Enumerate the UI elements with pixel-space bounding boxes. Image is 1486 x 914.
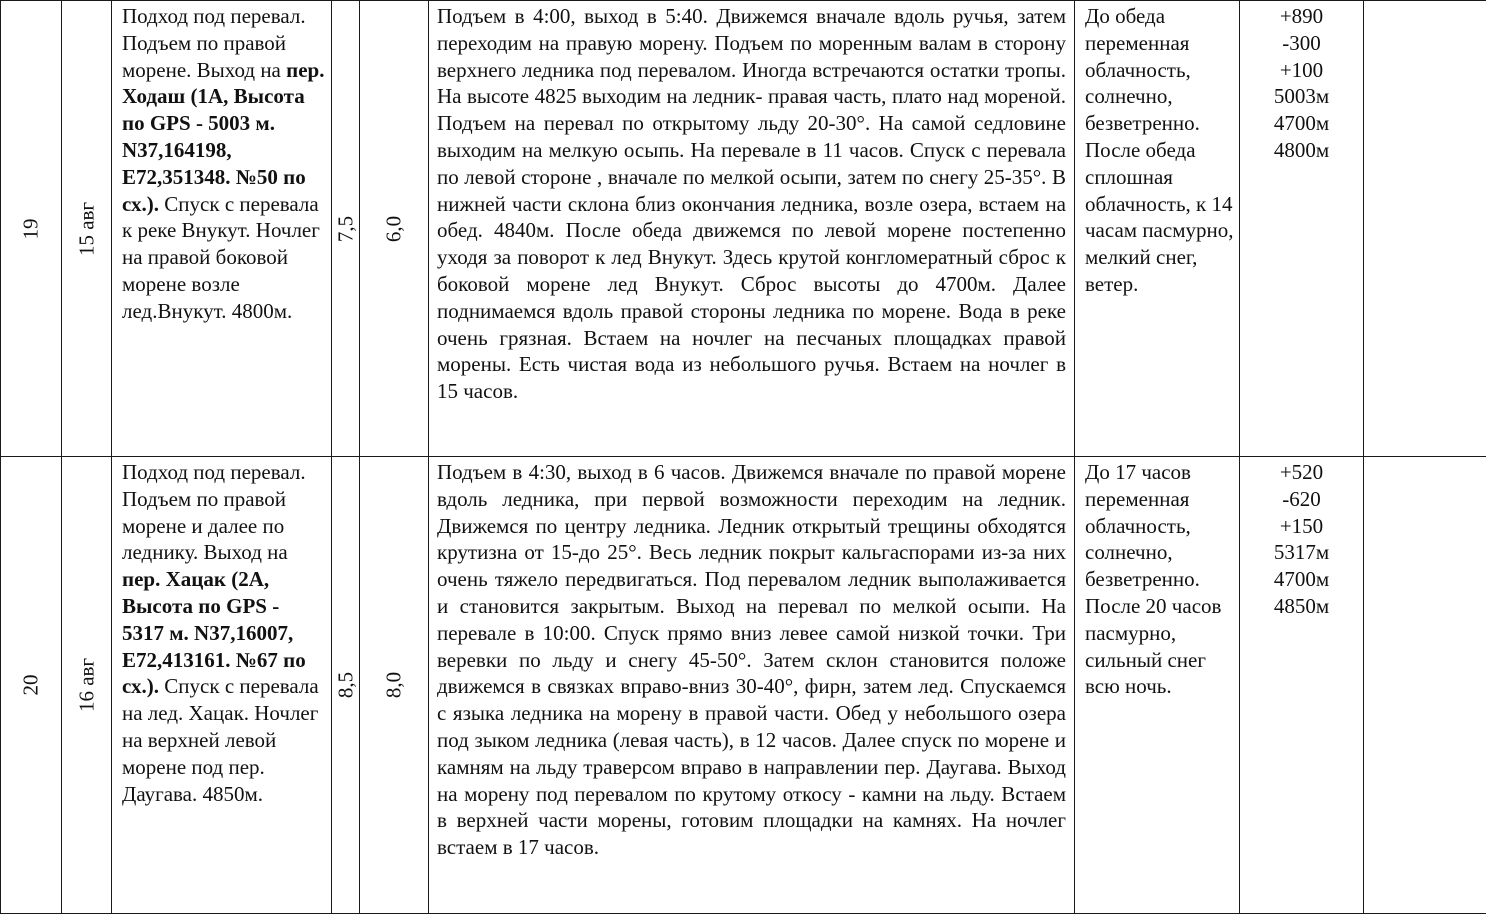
- description-text: Подъем в 4:30, выход в 6 часов. Движемся вначале по правой морене вдоль ледника, при первой возможности переходим на ледник. Движемся по центру ледника. Ледник открытый трещины обходятся крутизна от 15-до 25°. Весь ледник покрыт кальгаспорами из-за них очень тяжело передвигаться. Под перевалом ледник выполаживается и становится закрытым. Выход на перевал по мелкой осыпи. На перевале в 10:00. Спуск прямо вниз левее самой низкой точки. Три веревки по льду и снегу 45-50°. Затем склон становится положе движемся в связках вправо-вниз 30-40°, фирн, затем лед. Спускаемся с языка ледника на морену в правой части. Обед у небольшого озера под зыком ледника (левая часть), в 12 часов. Далее спуск по морене и камням на льду траверсом вправо в направлении пер. Даугава. Выход на морену под перевалом по крутому откосу - камни на льду. Встаем в верхней части морены, готовим площадки на камнях. На ночлег встаем в 17 часов.: [429, 457, 1074, 861]
- altitude-value: 4800м: [1240, 137, 1363, 164]
- table-row: [1, 457, 1486, 914]
- moving-time: 6,0: [382, 215, 407, 241]
- total-time-cell: [332, 1, 360, 457]
- altitude-value: 4850м: [1240, 593, 1363, 620]
- altitude-value: 4700м: [1240, 566, 1363, 593]
- altitude-value: 5003м: [1240, 83, 1363, 110]
- route-cell: [112, 1, 332, 457]
- route-text: [112, 457, 331, 807]
- altitude-value: 4700м: [1240, 110, 1363, 137]
- total-time: 8,5: [333, 672, 358, 698]
- empty-cell: [1364, 1, 1486, 457]
- route-text: [112, 1, 331, 325]
- weather-text: До обеда переменная облачность, солнечно, безветренно. После обеда сплошная облачность, к 14 часам пасмурно, мелкий снег, ветер.: [1075, 1, 1239, 298]
- altitude-gain: +890: [1240, 3, 1363, 30]
- altitude-gain: +100: [1240, 57, 1363, 84]
- total-time: 7,5: [333, 215, 358, 241]
- weather-cell: [1075, 1, 1240, 457]
- route-text-part: Спуск с перевала к реке Внукут. Ночлег на правой боковой морене возле лед.Внукут. 4800м.: [122, 192, 320, 323]
- altitude-gain: +520: [1240, 459, 1363, 486]
- weather-cell: [1075, 457, 1240, 914]
- weather-text: До 17 часов переменная облачность, солнечно, безветренно. После 20 часов пасмурно, сильный снег всю ночь.: [1075, 457, 1239, 700]
- date-cell: [62, 457, 112, 914]
- altitude-cell: [1240, 1, 1364, 457]
- day-number-cell: [1, 1, 62, 457]
- day-number: 20: [19, 675, 44, 696]
- empty-cell: [1364, 457, 1486, 914]
- description-cell: [429, 1, 1075, 457]
- route-text-part: Спуск с перевала на лед. Хацак. Ночлег на верхней левой морене под пер. Даугава. 4850м.: [122, 674, 319, 805]
- date: 16 авг: [74, 658, 99, 712]
- day-number-cell: [1, 457, 62, 914]
- altitude-cell: [1240, 457, 1364, 914]
- date-cell: [62, 1, 112, 457]
- description-cell: [429, 457, 1075, 914]
- moving-time-cell: [360, 1, 429, 457]
- altitude-list: [1240, 457, 1363, 620]
- table-row: [1, 1, 1486, 457]
- pass-name-bold: пер. Ходаш (1А, Высота по GPS - 5003 м. N37,164198, E72,351348. №50 по сх.).: [122, 58, 324, 216]
- moving-time: 8,0: [382, 672, 407, 698]
- route-text-part: Подход под перевал. Подъем по правой морене. Выход на: [122, 4, 306, 82]
- route-text-part: Подход под перевал. Подъем по правой морене и далее по леднику. Выход на: [122, 460, 306, 564]
- altitude-gain: +150: [1240, 513, 1363, 540]
- altitude-value: 5317м: [1240, 539, 1363, 566]
- date: 15 авг: [74, 201, 99, 255]
- altitude-loss: -620: [1240, 486, 1363, 513]
- pass-name-bold: пер. Хацак (2А, Высота по GPS - 5317 м. N37,16007, E72,413161. №67 по сх.).: [122, 567, 306, 698]
- description-text: Подъем в 4:00, выход в 5:40. Движемся вначале вдоль ручья, затем переходим на правую морену. Подъем по моренным валам в сторону верхнего ледника под перевалом. Иногда встречаются остатки тропы. На высоте 4825 выходим на ледник- правая часть, плато над мореной. Подъем на перевал по открытому льду 20-30°. На самой седловине выходим на мелкую осыпь. На перевале в 11 часов. Спуск с перевала по левой стороне , вначале по мелкой осыпи, затем по снегу 25-35°. В нижней части склона близ окончания ледника, возле озера, встаем на обед. 4840м. После обеда движемся по левой морене постепенно уходя за поворот к лед Внукут. Здесь крутой конгломератный сброс к боковой морене лед Внукут. Сброс высоты до 4700м. Далее поднимаемся вдоль правой стороны ледника по морене. Вода в реке очень грязная. Встаем на ночлег на песчаных площадках правой морены. Есть чистая вода из небольшого ручья. Встаем на ночлег в 15 часов.: [429, 1, 1074, 405]
- day-number: 19: [19, 218, 44, 239]
- altitude-list: [1240, 1, 1363, 164]
- moving-time-cell: [360, 457, 429, 914]
- altitude-loss: -300: [1240, 30, 1363, 57]
- total-time-cell: [332, 457, 360, 914]
- route-cell: [112, 457, 332, 914]
